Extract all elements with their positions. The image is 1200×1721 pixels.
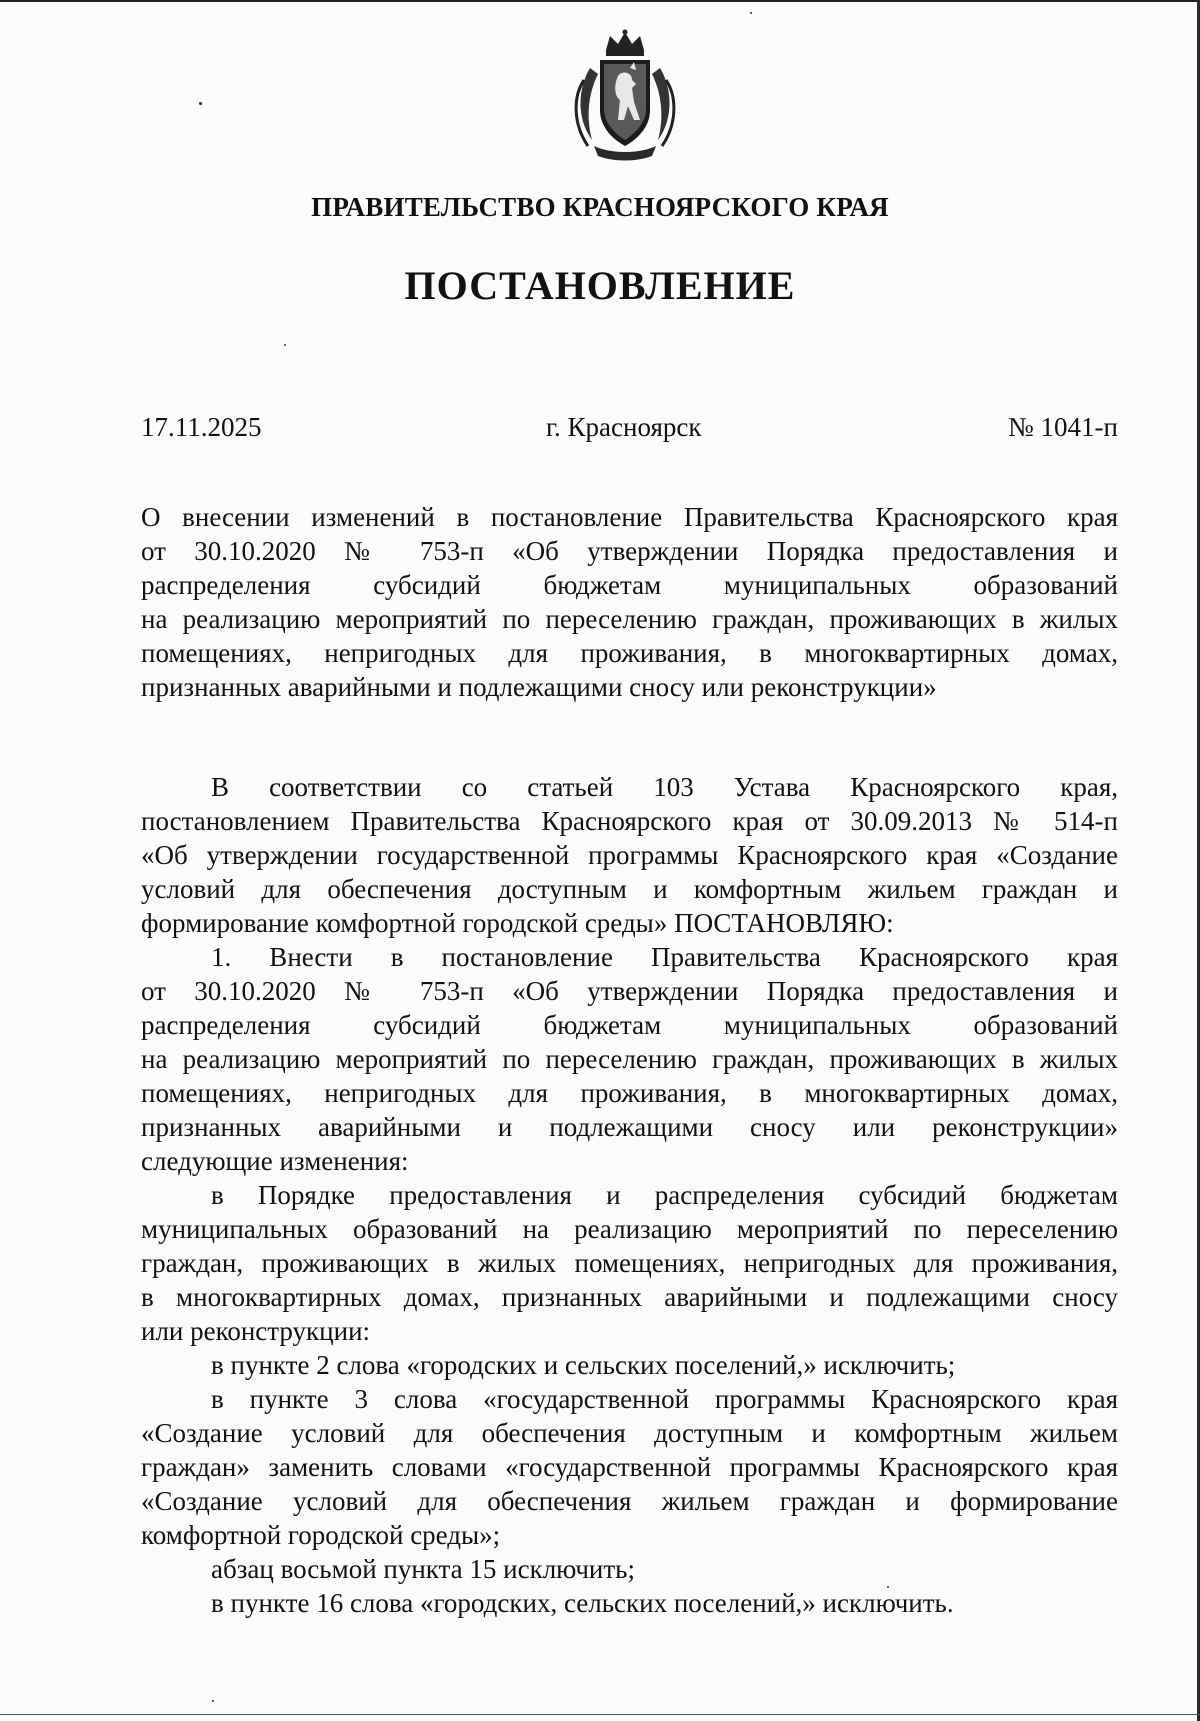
subject-line: помещениях, непригодных для проживания, в многоквартирных домах, <box>141 638 1118 668</box>
body-line: условий для обеспечения доступным и комфортным жильем граждан и <box>141 874 1118 904</box>
body-line: «Создание условий для обеспечения доступным и комфортным жильем <box>141 1418 1118 1448</box>
body-line: от 30.10.2020 № 753-п «Об утверждении Порядка предоставления и <box>141 976 1118 1006</box>
body-line: помещениях, непригодных для проживания, в многоквартирных домах, <box>141 1078 1118 1108</box>
body-line: в Порядке предоставления и распределения субсидий бюджетам <box>211 1180 1118 1210</box>
body-line: комфортной городской среды»; <box>141 1520 501 1550</box>
body-line: 1. Внести в постановление Правительства Красноярского края <box>211 942 1118 972</box>
body-line: или реконструкции: <box>141 1316 371 1346</box>
subject-line: признанных аварийными и подлежащими сносу или реконструкции» <box>141 672 937 702</box>
subject-line: распределения субсидий бюджетам муниципальных образований <box>141 570 1118 600</box>
body-line: муниципальных образований на реализацию мероприятий по переселению <box>141 1214 1118 1244</box>
body-line: граждан, проживающих в жилых помещениях, непригодных для проживания, <box>141 1248 1118 1278</box>
body-line: признанных аварийными и подлежащими сносу или реконструкции» <box>141 1112 1118 1142</box>
document-body <box>141 770 1118 1620</box>
document-subject <box>141 500 1118 704</box>
body-line: «Создание условий для обеспечения жильем граждан и формирование <box>141 1486 1118 1516</box>
subject-line: от 30.10.2020 № 753-п «Об утверждении Порядка предоставления и <box>141 536 1118 566</box>
body-line: на реализацию мероприятий по переселению граждан, проживающих в жилых <box>141 1044 1118 1074</box>
body-line: В соответствии со статьей 103 Устава Красноярского края, <box>211 772 1118 802</box>
body-line: в пункте 16 слова «городских, сельских поселений,» исключить. <box>211 1588 954 1618</box>
body-line: в пункте 3 слова «государственной программы Красноярского края <box>211 1384 1118 1414</box>
organization-title: ПРАВИТЕЛЬСТВО КРАСНОЯРСКОГО КРАЯ <box>311 192 889 222</box>
body-line: формирование комфортной городской среды» ПОСТАНОВЛЯЮ: <box>141 908 894 938</box>
document-city: г. Красноярск <box>546 412 702 442</box>
scan-speck <box>212 1700 214 1702</box>
body-line: граждан» заменить словами «государственной программы Красноярского края <box>141 1452 1118 1482</box>
body-line: распределения субсидий бюджетам муниципальных образований <box>141 1010 1118 1040</box>
body-line: «Об утверждении государственной программы Красноярского края «Создание <box>141 840 1118 870</box>
document-meta-row <box>141 412 1118 448</box>
coat-of-arms-emblem <box>570 28 680 163</box>
scan-border-bottom <box>0 1714 1200 1715</box>
document-date: 17.11.2025 <box>141 412 262 442</box>
body-line: в пункте 2 слова «городских и сельских поселений,» исключить; <box>211 1350 956 1380</box>
scan-speck <box>750 12 752 14</box>
scan-speck <box>199 102 202 105</box>
body-line: в многоквартирных домах, признанных аварийными и подлежащими сносу <box>141 1282 1118 1312</box>
scan-border-top <box>0 0 1200 2</box>
body-line: следующие изменения: <box>141 1146 409 1176</box>
document-number: № 1041-п <box>1008 412 1118 442</box>
body-line: постановлением Правительства Красноярского края от 30.09.2013 № 514-п <box>141 806 1118 836</box>
subject-line: на реализацию мероприятий по переселению граждан, проживающих в жилых <box>141 604 1118 634</box>
subject-line: О внесении изменений в постановление Правительства Красноярского края <box>141 502 1118 532</box>
body-line: абзац восьмой пункта 15 исключить; <box>211 1554 635 1584</box>
document-type-title: ПОСТАНОВЛЕНИЕ <box>404 263 796 308</box>
scan-speck <box>284 344 286 346</box>
